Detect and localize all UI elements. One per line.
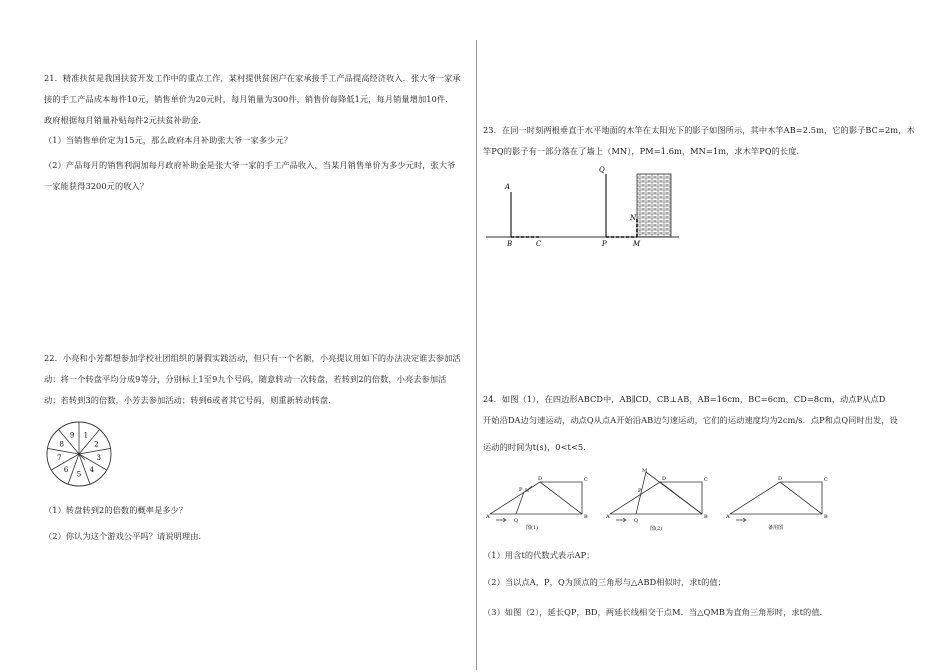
caption-fig2: 图(2) [650, 526, 663, 532]
label-a: A [505, 183, 511, 191]
q21-stem [44, 68, 474, 131]
caption-fig1: 图(1) [526, 525, 539, 531]
diag-bd [780, 482, 822, 514]
quad-abcd [730, 482, 822, 514]
q24-stem [483, 389, 945, 458]
arrow-p-icon [526, 486, 532, 491]
spinner-number: 2 [94, 440, 99, 449]
q21-part1: （1）当销售单价定为15元，那么政府本月补助张大爷一家多少元？ [44, 135, 292, 145]
diag-bd [540, 482, 582, 514]
svg-text:D: D [778, 476, 783, 482]
q23-figure [484, 164, 684, 254]
svg-text:D: D [662, 476, 667, 482]
q22-part1: （1）转盘转到2的倍数的概率是多少？ [44, 505, 188, 515]
svg-text:C: C [704, 477, 708, 483]
q22-stem-line: 动；若转到3的倍数，小芳去参加活动；转到6或者其它号码，则重新转动转盘． [44, 395, 337, 405]
svg-text:C: C [584, 477, 588, 483]
svg-text:A: A [486, 514, 490, 520]
spinner-spoke [47, 448, 79, 454]
q22-part2: （2）你认为这个游戏公平吗？请说明理由． [44, 531, 207, 541]
ext-bd [646, 472, 702, 514]
arrow-q-icon [616, 518, 626, 522]
spinner-number: 6 [63, 465, 69, 474]
svg-text:P: P [638, 488, 642, 494]
brick-wall [637, 174, 671, 237]
q24-figure-spare [726, 474, 836, 532]
arrow-q-icon [496, 518, 506, 522]
svg-text:P: P [519, 487, 523, 493]
q21-stem-line: 政府根据每月销量补贴每件2元扶贫补助金． [44, 115, 207, 125]
q24-stem-line: 开始沿DA边匀速运动，动点Q从点A开始沿AB边匀速运动，它们的运动速度均为2cm/s．点P和点Q同时出发，设 [483, 415, 898, 425]
svg-text:C: C [824, 477, 828, 483]
q21-part2 [44, 155, 474, 197]
svg-text:B: B [824, 514, 828, 520]
q24-part3: （3）如图（2），延长QP，BD，两延长线相交于点M．当△QMB为直角三角形时，求t的值． [483, 607, 828, 617]
q21-stem-line: 接的手工产品成本每件10元，销售单价为20元时，每月销量为300件，销售价每降低1元，每月销量增加10件． [44, 94, 454, 104]
q23-stem-line: 竿PQ的影子有一部分落在了墙上（MN），PM=1.6m，MN=1m，求木竿PQ的长度． [483, 146, 805, 156]
seg-pq [516, 492, 524, 514]
spinner-spoke [76, 454, 90, 484]
spinner-number: 1 [83, 431, 89, 440]
spinner-number: 7 [57, 453, 62, 462]
arrow-q-icon [736, 518, 746, 522]
q24-figure-1 [486, 474, 596, 532]
q21-stem-line: 21．精准扶贫是我国扶贫开发工作中的重点工作，某村提供贫困户在家承接手工产品提高经济收入．张大爷一家承 [44, 73, 461, 83]
q23-stem [483, 120, 945, 162]
label-m: M [633, 240, 641, 248]
label-b: B [507, 240, 513, 248]
q24-stem-line: 运动的时间为t(s)，0<t<5． [483, 442, 592, 452]
spinner-figure [45, 420, 113, 488]
spinner-spoke [68, 454, 82, 484]
svg-text:A: A [606, 514, 610, 520]
label-c: C [536, 240, 542, 248]
svg-text:M: M [642, 468, 648, 474]
svg-text:Q: Q [514, 518, 519, 524]
column-divider [476, 40, 477, 670]
right-column [478, 0, 950, 672]
label-p: P [602, 240, 607, 248]
q22-stem-line: 动：将一个转盘平均分成9等分，分别标上1至9九个号码，随意转动一次转盘，若转到2的倍数，小亮去参加活 [44, 374, 447, 384]
svg-text:B: B [584, 514, 588, 520]
q24-part1: （1）用含t的代数式表示AP； [483, 550, 595, 560]
q24-part2: （2）当以点A，P，Q为顶点的三角形与△ABD相似时，求t的值； [483, 577, 726, 587]
q24-figure-2 [606, 468, 718, 532]
q22-stem-line: 22．小亮和小芳都想参加学校社团组织的暑假实践活动，但只有一个名额，小亮提议用如下的办法决定谁去参加活 [44, 353, 461, 363]
spinner-number: 4 [89, 465, 95, 474]
q22-stem [44, 348, 474, 411]
svg-text:B: B [704, 514, 708, 520]
caption-spare: 备用图 [768, 525, 784, 531]
spinner-number: 9 [69, 431, 75, 440]
q21-part2-line: （2）产品每月的销售利润加每月政府补助金是张大爷一家的手工产品收入，当某月销售单价为多少元时，张大爷 [44, 160, 456, 170]
q24-stem-line: 24．如图（1），在四边形ABCD中，AB∥CD，CB⊥AB，AB=16cm，BC=6cm，CD=8cm，动点P从点D [483, 394, 886, 404]
svg-text:Q: Q [634, 518, 639, 524]
label-q: Q [599, 166, 605, 174]
quad-abcd [610, 482, 702, 514]
svg-text:D: D [538, 476, 543, 482]
spinner-number: 3 [96, 453, 101, 462]
spinner-number: 5 [76, 470, 82, 479]
quad-abcd [490, 482, 582, 514]
spinner-spoke [79, 448, 111, 454]
spinner-number: 8 [59, 440, 64, 449]
q21-part2-line: 一家能获得3200元的收入？ [44, 181, 149, 191]
label-n: N [630, 214, 637, 222]
q23-stem-line: 23．在同一时刻两根垂直于水平地面的木竿在太阳光下的影子如图所示，其中木竿AB=2.5m，它的影子BC=2m，木 [483, 125, 915, 135]
svg-text:A: A [726, 514, 730, 520]
